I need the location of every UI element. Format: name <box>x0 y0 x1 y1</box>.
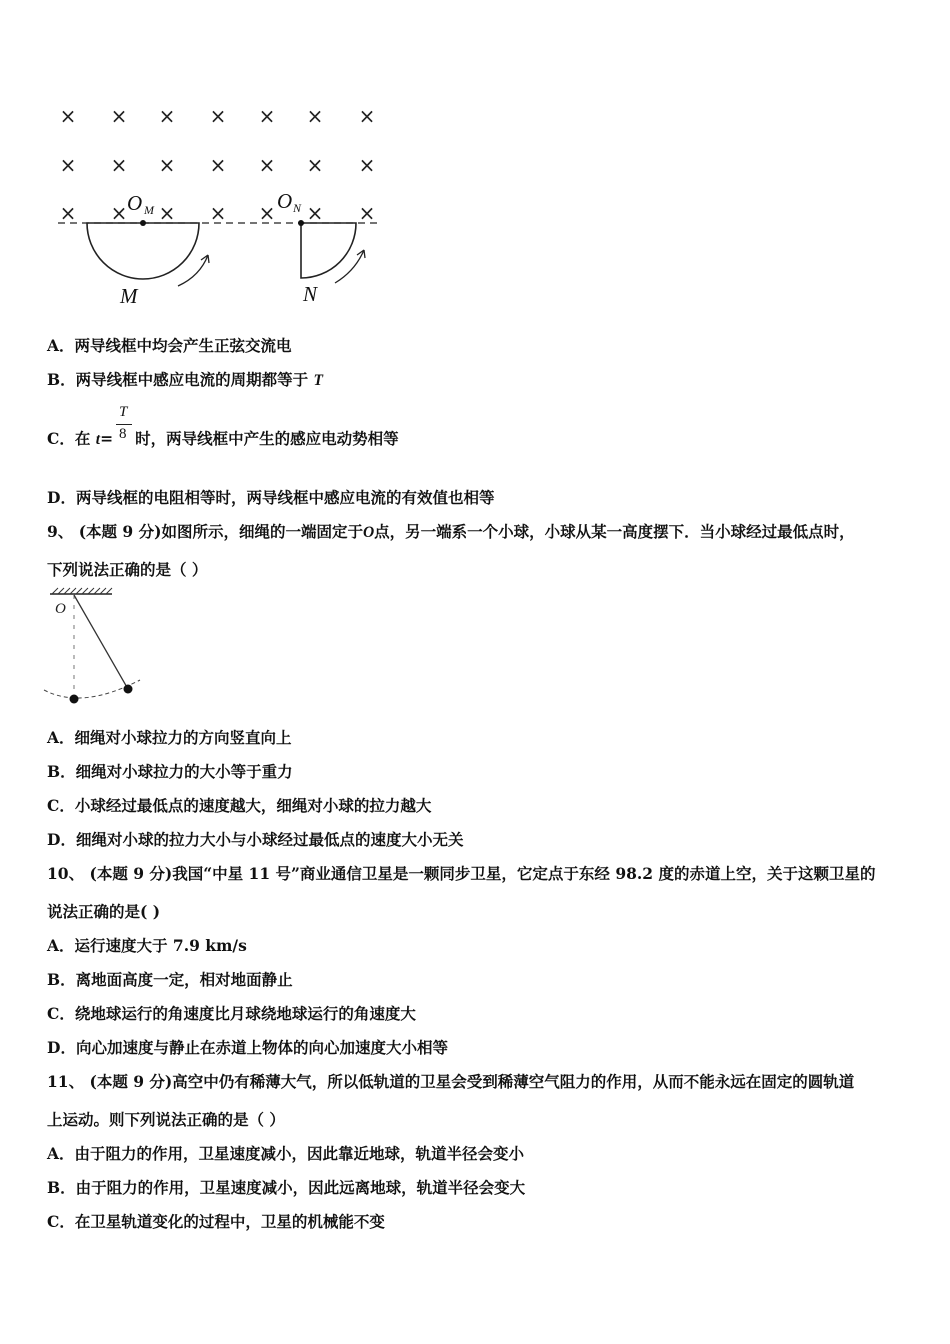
q9-stem: 9、 (本题 9 分)如图所示，细绳的一端固定于O点，另一端系一个小球，小球从某一高度摆下．当小球经过最低点时， <box>47 522 855 541</box>
q9-option-c: C．小球经过最低点的速度越大，细绳对小球的拉力越大 <box>47 796 432 815</box>
label-m: M <box>120 284 138 308</box>
field-cross: × <box>110 153 128 177</box>
q11-stem-2: 上运动。则下列说法正确的是（ ） <box>47 1110 285 1129</box>
q10-stem-2: 说法正确的是( ) <box>47 902 161 921</box>
field-cross: × <box>158 153 176 177</box>
pivot-om <box>140 220 146 226</box>
field-cross: × <box>59 153 77 177</box>
field-cross: × <box>59 201 77 225</box>
field-cross: × <box>209 104 227 128</box>
q9-stem-2: 下列说法正确的是（ ） <box>47 560 208 579</box>
field-cross: × <box>358 153 376 177</box>
field-cross: × <box>110 104 128 128</box>
label-on-sub: N <box>293 201 302 215</box>
pivot-on <box>298 220 304 226</box>
field-cross: × <box>258 201 276 225</box>
label-om: O <box>127 191 143 215</box>
pendulum-point-o: O <box>55 601 66 617</box>
q8-frac-bar <box>116 424 132 425</box>
q8-option-d: D．两导线框的电阻相等时，两导线框中感应电流的有效值也相等 <box>47 488 495 507</box>
label-om-sub: M <box>144 203 154 217</box>
q8-option-b: B．两导线框中感应电流的周期都等于 T <box>47 370 323 389</box>
ball-lowest <box>70 695 79 704</box>
q10-option-a: A．运行速度大于 7.9 km/s <box>47 936 247 955</box>
q11-option-a: A．由于阻力的作用，卫星速度减小，因此靠近地球，轨道半径会变小 <box>47 1144 525 1163</box>
loop-n <box>301 223 356 278</box>
q9-option-b: B．细绳对小球拉力的大小等于重力 <box>47 762 293 781</box>
loop-m <box>87 223 199 279</box>
q9-option-d: D．细绳对小球的拉力大小与小球经过最低点的速度大小无关 <box>47 830 464 849</box>
q8-frac-num: T <box>119 404 128 420</box>
q8-frac-den: 8 <box>119 426 127 442</box>
q9-option-a: A．细绳对小球拉力的方向竖直向上 <box>47 728 292 747</box>
magnetic-field-figure <box>50 100 400 310</box>
field-cross: × <box>158 104 176 128</box>
label-n: N <box>303 282 318 306</box>
field-cross: × <box>358 104 376 128</box>
pendulum-string <box>74 595 128 689</box>
field-cross: × <box>158 201 176 225</box>
field-cross: × <box>59 104 77 128</box>
q11-stem: 11、 (本题 9 分)高空中仍有稀薄大气，所以低轨道的卫星会受到稀薄空气阻力的作用，从而不能永远在固定的圆轨道 <box>47 1072 855 1091</box>
field-cross: × <box>258 104 276 128</box>
rotation-arrow-m <box>178 255 208 286</box>
pendulum-figure <box>42 586 142 708</box>
field-cross: × <box>110 201 128 225</box>
field-cross: × <box>306 104 324 128</box>
field-cross: × <box>358 201 376 225</box>
q10-option-d: D．向心加速度与静止在赤道上物体的向心加速度大小相等 <box>47 1038 448 1057</box>
field-cross: × <box>306 153 324 177</box>
field-cross: × <box>258 153 276 177</box>
label-on: O <box>277 189 293 213</box>
q10-stem: 10、 (本题 9 分)我国“中星 11 号”商业通信卫星是一颗同步卫星，它定点于东经 98.2 度的赤道上空，关于这颗卫星的 <box>47 864 876 883</box>
rotation-arrow-n <box>335 250 364 283</box>
field-cross: × <box>306 201 324 225</box>
q10-option-b: B．离地面高度一定，相对地面静止 <box>47 970 293 989</box>
field-cross: × <box>209 201 227 225</box>
q8-option-a: A．两导线框中均会产生正弦交流电 <box>47 336 292 355</box>
q8-option-c: C．在 t= 时，两导线框中产生的感应电动势相等 <box>47 429 399 448</box>
q11-option-c: C．在卫星轨道变化的过程中，卫星的机械能不变 <box>47 1212 385 1231</box>
q10-option-c: C．绕地球运行的角速度比月球绕地球运行的角速度大 <box>47 1004 416 1023</box>
ball-swinging <box>124 685 133 694</box>
field-cross: × <box>209 153 227 177</box>
q11-option-b: B．由于阻力的作用，卫星速度减小，因此远离地球，轨道半径会变大 <box>47 1178 526 1197</box>
